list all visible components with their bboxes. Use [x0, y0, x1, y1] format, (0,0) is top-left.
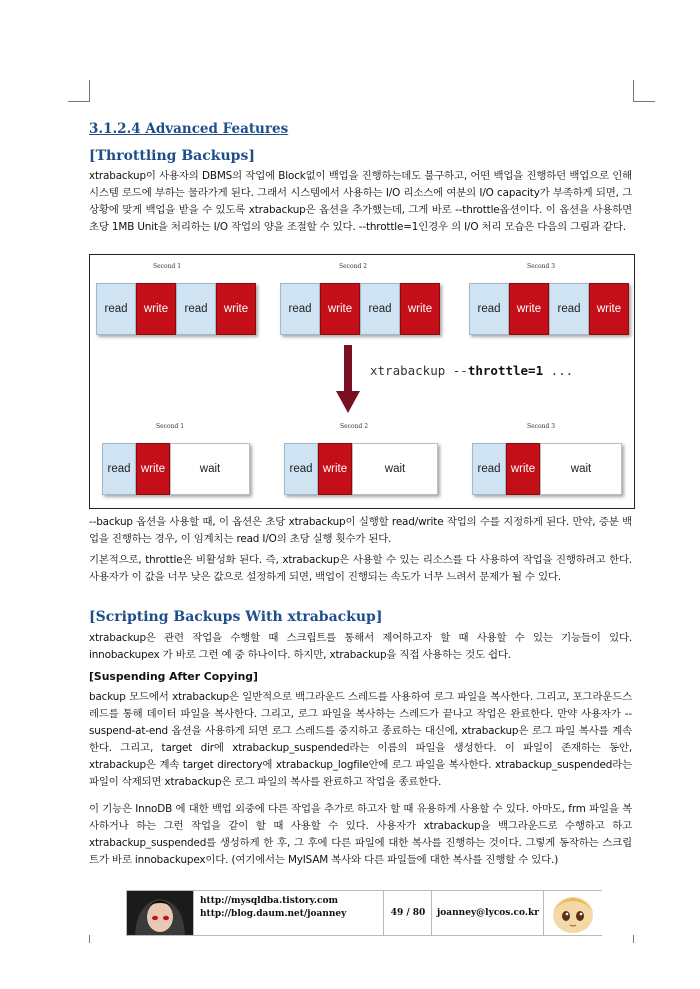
read-block: read: [96, 283, 136, 335]
read-block: read: [360, 283, 400, 335]
scripting-paragraph-1: xtrabackup은 관련 작업을 수행할 때 스크립트를 통해서 제어하고자 할 때 사용할 수 있는 기능들이 있다. innobackupex 가 바로 그런 예 중 하나이다. 하지만, xtrabackup을 직접 사용하는 것도 쉽다.: [89, 632, 632, 661]
command-suffix: ...: [543, 363, 574, 378]
wait-block: wait: [352, 443, 438, 495]
write-block: write: [589, 283, 629, 335]
suspending-subheading: [Suspending After Copying]: [89, 670, 258, 683]
scripting-heading: [Scripting Backups With xtrabackup]: [89, 609, 383, 625]
write-block: write: [320, 283, 360, 335]
throttling-paragraph-3: 기본적으로, throttle은 비활성화 된다. 즉, xtrabackup은 사용할 수 있는 리소스를 다 사용하여 작업을 진행하려고 한다. 사용자가 이 값을 너무 낮은 값으로 설정하게 되면, 백업이 진행되는 속도가 너무 느려서 문제가 될 수 있다.: [89, 554, 632, 583]
bottom-second-2-label: Second 2: [340, 423, 369, 430]
read-block: read: [280, 283, 320, 335]
crop-mark-bottom-left: [89, 935, 90, 943]
read-block: read: [284, 443, 318, 495]
crop-mark-top-right-h: [633, 101, 655, 102]
top-second-3-label: Second 3: [527, 263, 556, 270]
throttle-command: [370, 363, 573, 378]
write-block: write: [136, 443, 170, 495]
innodb-paragraph: 이 기능은 InnoDB 에 대한 백업 외중에 다른 작업을 추가로 하고자 할 때 유용하게 사용할 수 있다. 아마도, frm 파일을 복사하거나 하는 그런 작업을 같이 할 때 사용할 수 있다. 사용자가 xtrabackup을 백그라운드로 수행하고 하고 xtrabackup_suspended를 생성하게 한 후, 그 후에 다른 파일에 대한 복사를 진행하는 것이다. 그렇게 동작하는 스크립트가 바로 innobackupex이다. (여기에서는 MyISAM 복사와 다른 파일들에 대한 복사를 진행할 수 있다.): [89, 803, 632, 866]
throttling-paragraph-2: --backup 옵션을 사용할 때, 이 옵션은 초당 xtrabackup이 실행할 read/write 작업의 수를 지정하게 된다. 만약, 증분 백업을 진행하는 경우, 이 임계치는 read I/O의 초당 실행 횟수가 된다.: [89, 516, 632, 545]
top-group-2: [280, 283, 440, 335]
top-second-2-label: Second 2: [339, 263, 368, 270]
crop-mark-top-left-h: [68, 101, 90, 102]
wait-block: wait: [170, 443, 250, 495]
bottom-second-1-label: Second 1: [156, 423, 185, 430]
write-block: write: [400, 283, 440, 335]
left-avatar-image: [127, 891, 193, 935]
write-block: write: [136, 283, 176, 335]
blog-url-1[interactable]: http://mysqldba.tistory.com: [200, 896, 339, 906]
wait-block: wait: [540, 443, 622, 495]
read-block: read: [549, 283, 589, 335]
read-block: read: [469, 283, 509, 335]
top-second-1-label: Second 1: [153, 263, 182, 270]
page-number: 49 / 80: [383, 891, 432, 935]
page-footer: [126, 890, 602, 936]
crop-mark-top-left-v: [89, 80, 90, 102]
top-group-1: [96, 283, 256, 335]
top-group-3: [469, 283, 629, 335]
blog-url-2[interactable]: http://blog.daum.net/joanney: [200, 909, 347, 919]
read-block: read: [102, 443, 136, 495]
throttle-diagram: [89, 254, 635, 509]
suspending-paragraph: backup 모드에서 xtrabackup은 일반적으로 백그라운드 스레드를 사용하여 로그 파일을 복사한다. 그리고, 포그라운드스레드를 통해 데이터 파일을 복사한다. 그리고, 로그 파일을 복사하는 스레드가 끝나고 작업은 완료한다. 만약 사용자가 --suspend-at-end 옵션을 사용하게 되면 로그 스레드를 중지하고 종료하는 대신에, xtrabackup은 로그 파일 복사를 계속한다. 그리고, target dir에 xtrabackup_suspended라는 이름의 파일을 생성한다. 이 파일이 존재하는 동안, xtrabackup은 계속 target directory에 xtrabackup_logfile안에 로그 파일을 복사한다. xtrabackup_suspended라는 파일이 삭제되면 xtrabackup은 로그 파일의 복사를 완료하고 작업을 종료한다.: [89, 691, 632, 788]
crop-mark-bottom-right: [633, 935, 634, 943]
bottom-second-3-label: Second 3: [527, 423, 556, 430]
footer-urls: [193, 891, 383, 935]
bottom-group-2: [284, 443, 438, 495]
right-avatar-image: [543, 891, 602, 935]
down-arrow-icon: [336, 345, 360, 413]
command-bold: throttle=1: [467, 363, 544, 378]
read-block: read: [176, 283, 216, 335]
author-email[interactable]: joanney@lycos.co.kr: [431, 891, 544, 935]
throttling-heading: [Throttling Backups]: [89, 148, 255, 164]
write-block: write: [216, 283, 256, 335]
read-block: read: [472, 443, 506, 495]
bottom-group-1: [102, 443, 250, 495]
bottom-group-3: [472, 443, 622, 495]
command-prefix: xtrabackup --: [370, 363, 468, 378]
section-title: 3.1.2.4 Advanced Features: [89, 121, 289, 137]
write-block: write: [318, 443, 352, 495]
write-block: write: [509, 283, 549, 335]
write-block: write: [506, 443, 540, 495]
crop-mark-top-right-v: [633, 80, 634, 102]
throttling-paragraph-1: xtrabackup이 사용자의 DBMS의 작업에 Block없이 백업을 진행하는데도 불구하고, 어떤 백업을 진행하던 백업으로 인해 시스템 로드에 부하는 물라가게 된다. 그래서 시스템에서 사용하는 I/O 리소스에 여분의 I/O capacity가 부족하게 되면, 그 상황에 맞게 백업을 받을 수 있도록 xtrabackup은 옵션을 추가했는데, 그게 바로 --throttle옵션이다. 이 옵션을 사용하면 초당 1MB Unit을 처리하는 I/O 작업의 양을 조절할 수 있다. --throttle=1인경우 의 I/O 처리 모습은 다음의 그림과 같다.: [89, 170, 632, 233]
